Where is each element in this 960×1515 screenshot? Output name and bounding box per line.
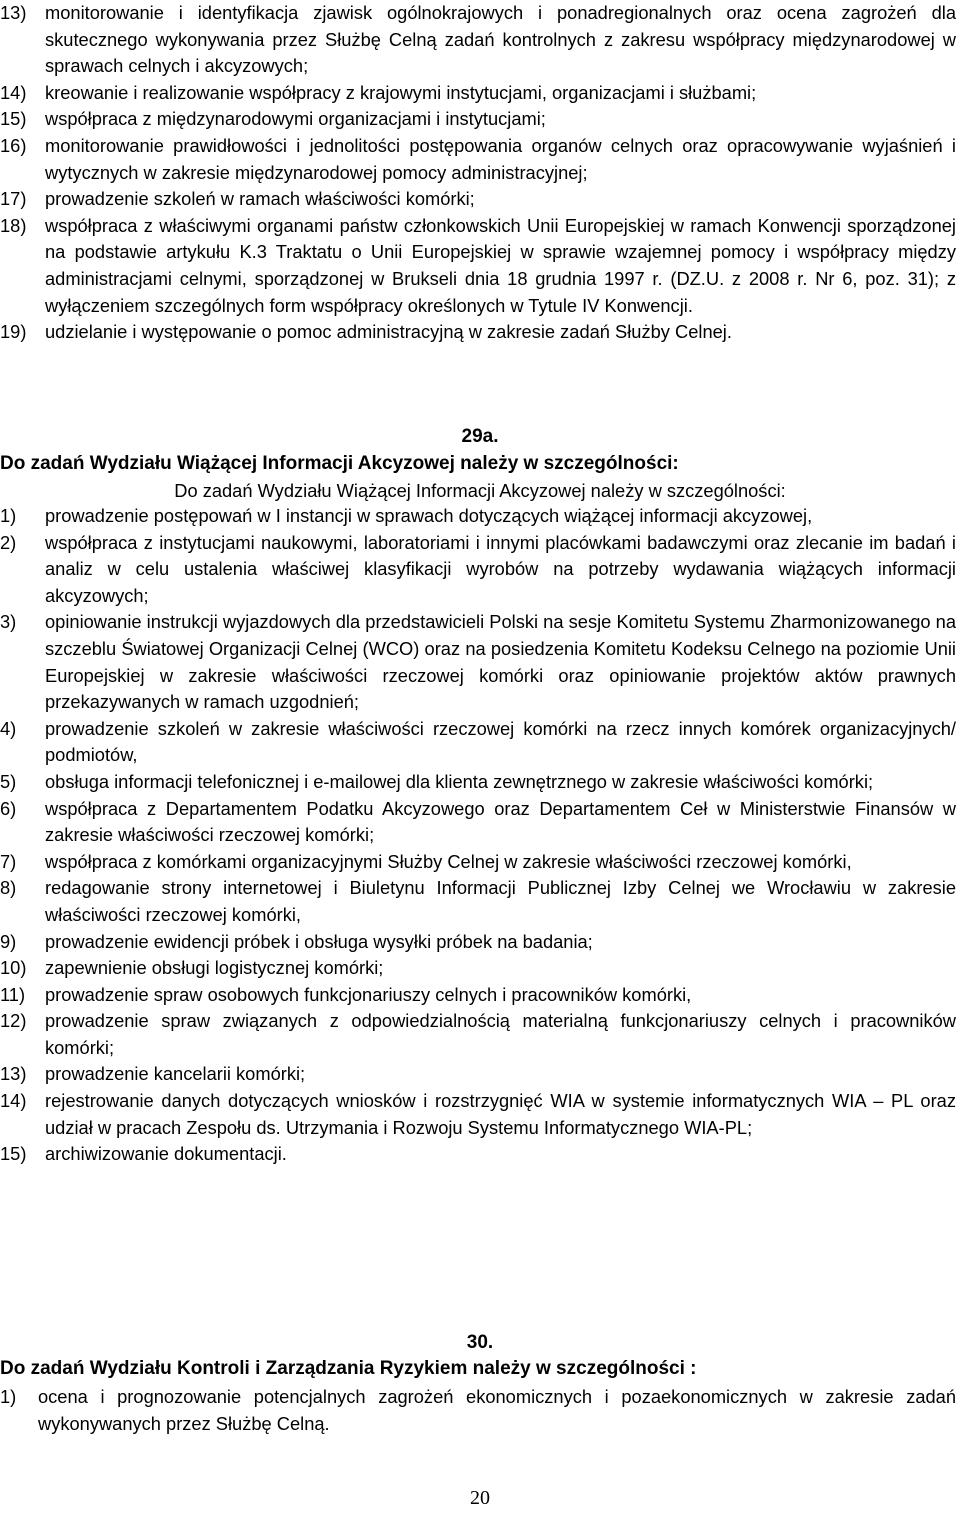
tasks-list-29a (0, 503, 960, 1168)
list-item (0, 213, 960, 319)
list-item-text: prowadzenie ewidencji próbek i obsługa wysyłki próbek na badania; (45, 930, 593, 952)
list-item-text: monitorowanie prawidłowości i jednolitości postępowania organów celnych oraz opracowywanie wyjaśnień i wytycznych w zakresie międzynarodowej pomocy administracyjnej; (45, 134, 956, 183)
list-item-text: kreowanie i realizowanie współpracy z krajowymi instytucjami, organizacjami i służbami; (45, 81, 757, 103)
list-item-text: monitorowanie i identyfikacja zjawisk ogólnokrajowych i ponadregionalnych oraz ocena zagrożeń dla skutecznego wykonywania przez Służbę Celną zadań kontrolnych z zakresu współpracy międzynarodowej w sprawach celnych i akcyzowych; (45, 2, 956, 77)
section-number-30: 30. (466, 1332, 494, 1353)
list-item (0, 1061, 960, 1088)
list-item-text: prowadzenie szkoleń w zakresie właściwości rzeczowej komórki na rzecz innych komórek organizacyjnych/ podmiotów, (45, 717, 956, 766)
list-item-text: współpraca z właściwymi organami państw członkowskich Unii Europejskiej w ramach Konwencji sporządzonej na podstawie artykułu K.3 Traktatu o Unii Europejskiej w sprawie wzajemnej pomocy i współpracy między administracjami celnymi, sporządzonej w Brukseli dnia 18 grudnia 1997 r. (DZ.U. z 2008 r. Nr 6, poz. 31); z wyłączeniem szczególnych form współpracy określonych w Tytule IV Konwencji. (45, 214, 956, 316)
list-item (0, 609, 960, 715)
list-item (0, 875, 960, 928)
list-item-number: 10) (0, 957, 27, 979)
list-item-number: 8) (0, 877, 17, 899)
list-item-text: prowadzenie kancelarii komórki; (45, 1063, 306, 1085)
list-item-number: 15) (0, 108, 27, 130)
list-item-number: 14) (0, 1090, 27, 1112)
list-item-number: 18) (0, 214, 27, 236)
list-item-number: 13) (0, 1063, 27, 1085)
list-item (0, 716, 960, 769)
tasks-list-continued (0, 0, 960, 346)
list-item-number: 12) (0, 1010, 27, 1032)
list-item-text: ocena i prognozowanie potencjalnych zagrożeń ekonomicznych i pozaekonomicznych w zakresie zadań wykonywanych przez Służbę Celną. (38, 1386, 956, 1434)
list-item-text: opiniowanie instrukcji wyjazdowych dla przedstawicieli Polski na sesje Komitetu Systemu Zharmonizowanego na szczeblu Światowej Organizacji Celnej (WCO) oraz na posiedzenia Komitetu Kodeksu Celnego na poziomie Unii Europejskiej w zakresie właściwości rzeczowej komórki oraz opiniowanie projektów aktów prawnych przekazywanych w ramach uzgodnień; (45, 611, 956, 713)
list-item-text: współpraca z Departamentem Podatku Akcyzowego oraz Departamentem Ceł w Ministerstwie Finansów w zakresie właściwości rzeczowej komórki; (45, 797, 956, 846)
list-item (0, 503, 960, 530)
list-item (0, 530, 960, 610)
list-item-text: udzielanie i występowanie o pomoc administracyjną w zakresie zadań Służby Celnej. (45, 321, 732, 343)
list-item-text: prowadzenie postępowań w I instancji w sprawach dotyczących wiążącej informacji akcyzowej, (45, 505, 813, 526)
list-item-text: współpraca z instytucjami naukowymi, laboratoriami i innymi placówkami badawczymi oraz zlecanie im badań i analiz w celu ustalenia właściwej klasyfikacji wyrobów na potrzeby wydawania wiążących informacji akcyzowych; (45, 531, 956, 606)
page-number: 20 (470, 1487, 490, 1509)
section-title-30: Do zadań Wydziału Kontroli i Zarządzania Ryzykiem należy w szczególności : (0, 1358, 697, 1379)
list-item (0, 769, 960, 796)
list-item-number: 17) (0, 188, 27, 210)
list-item (0, 319, 960, 346)
list-item-number: 19) (0, 321, 27, 343)
section-title-29a: Do zadań Wydziału Wiążącej Informacji Akcyzowej należy w szczególności: (0, 453, 679, 474)
list-item (0, 955, 960, 982)
list-item-text: prowadzenie szkoleń w ramach właściwości komórki; (45, 188, 475, 210)
list-item (0, 796, 960, 849)
list-item-number: 1) (0, 505, 17, 526)
list-item-text: współpraca z komórkami organizacyjnymi Służby Celnej w zakresie właściwości rzeczowej komórki, (45, 850, 852, 872)
list-item-text: prowadzenie spraw związanych z odpowiedzialnością materialną funkcjonariuszy celnych i pracowników komórki; (45, 1010, 956, 1058)
list-item-text: prowadzenie spraw osobowych funkcjonariuszy celnych i pracowników komórki, (45, 983, 692, 1005)
list-item (0, 80, 960, 107)
section-number-29a: 29a. (461, 426, 499, 447)
list-item (0, 982, 960, 1009)
list-item-number: 9) (0, 930, 17, 952)
tasks-list-30 (0, 1384, 960, 1437)
list-item-number: 13) (0, 2, 27, 23)
list-item (0, 0, 960, 80)
list-item (0, 1088, 960, 1141)
list-item-text: zapewnienie obsługi logistycznej komórki; (45, 957, 384, 979)
list-item-number: 5) (0, 770, 17, 792)
list-item-number: 16) (0, 134, 27, 156)
list-item-number: 6) (0, 797, 17, 819)
list-item-number: 7) (0, 850, 17, 872)
list-item (0, 186, 960, 213)
list-item-text: rejestrowanie danych dotyczących wniosków i rozstrzygnięć WIA w systemie informatycznych WIA – PL oraz udział w pracach Zespołu ds. Utrzymania i Rozwoju Systemu Informatycznego WIA-PL; (45, 1090, 956, 1138)
list-item (0, 929, 960, 956)
list-item (0, 106, 960, 133)
list-item-text: archiwizowanie dokumentacji. (45, 1143, 287, 1165)
list-item (0, 1384, 960, 1437)
list-item (0, 1141, 960, 1168)
list-item-number: 2) (0, 531, 17, 553)
list-item-text: redagowanie strony internetowej i Biuletynu Informacji Publicznej Izby Celnej we Wrocławiu w zakresie właściwości rzeczowej komórki, (45, 877, 956, 925)
list-item-text: współpraca z międzynarodowymi organizacjami i instytucjami; (45, 108, 546, 130)
section-subtitle-29a: Do zadań Wydziału Wiążącej Informacji Akcyzowej należy w szczególności: (174, 480, 786, 501)
list-item-number: 14) (0, 81, 27, 103)
list-item-number: 4) (0, 717, 17, 739)
list-item (0, 849, 960, 876)
list-item (0, 133, 960, 186)
list-item (0, 1008, 960, 1061)
list-item-number: 3) (0, 611, 17, 633)
list-item-number: 15) (0, 1143, 27, 1165)
list-item-number: 1) (0, 1386, 17, 1407)
list-item-text: obsługa informacji telefonicznej i e-mailowej dla klienta zewnętrznego w zakresie właściwości komórki; (45, 770, 874, 792)
list-item-number: 11) (0, 983, 26, 1005)
